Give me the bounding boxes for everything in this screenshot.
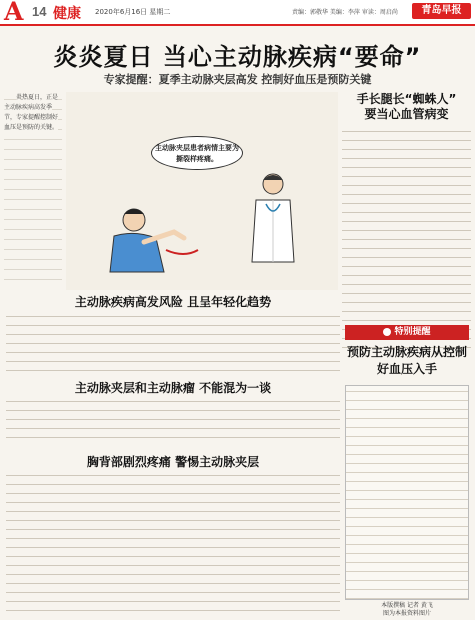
- section-letter: A: [4, 0, 24, 26]
- byline-photo-credit: 图为本报资料图片: [382, 610, 431, 617]
- intro-column: [4, 93, 62, 289]
- editor-credits: 责编：郭敬华 美编：李萍 审读：周启尚: [292, 9, 398, 16]
- section-name: 健康: [53, 6, 81, 22]
- main-headline: 炎炎夏日 当心主动脉疾病“要命”: [53, 43, 422, 71]
- doctor-figure-icon: [246, 170, 300, 266]
- byline: [345, 602, 469, 618]
- sidebar-title-line1: 手长腿长“蜘蛛人”: [356, 92, 457, 106]
- special-reminder-label: 特别提醒: [394, 327, 431, 337]
- illustration: [66, 92, 338, 290]
- reminder-title: 预防主动脉疾病从控制好血压入手: [346, 345, 467, 376]
- page-number: 14: [32, 4, 47, 19]
- sidebar-article: [342, 92, 471, 350]
- section-text-risk: [6, 311, 340, 375]
- section-heading-risk: 主动脉疾病高发风险 且呈年轻化趋势: [74, 295, 272, 309]
- speech-bubble: 主动脉夹层患者病情主要为撕裂样疼痛。: [151, 136, 243, 170]
- section-text-pain: [6, 470, 340, 616]
- issue-date: 2020年6月16日 星期二: [95, 8, 171, 16]
- byline-author: 本版撰稿 记者 黄飞: [381, 602, 433, 609]
- reminder-body-text: [345, 385, 469, 600]
- newspaper-logo: 青岛早报: [412, 3, 471, 19]
- section-heading-difference: 主动脉夹层和主动脉瘤 不能混为一谈: [74, 381, 272, 395]
- bullet-icon: [383, 328, 391, 336]
- section-text-difference: [6, 396, 340, 446]
- special-reminder-tag: [345, 325, 469, 340]
- sidebar-title-line2: 要当心血管病变: [364, 107, 449, 121]
- intro-text: 炎热夏日，正是主动脉疾病高发季节，专家提醒控制好血压是预防的关键。: [4, 94, 59, 131]
- section-heading-pain: 胸背部剧烈疼痛 警惕主动脉夹层: [86, 455, 260, 469]
- sub-headline: 专家提醒：夏季主动脉夹层高发 控制好血压是预防关键: [103, 73, 372, 86]
- patient-figure-icon: [104, 202, 200, 276]
- page-header: [0, 0, 475, 26]
- sidebar-body-text: [342, 126, 471, 350]
